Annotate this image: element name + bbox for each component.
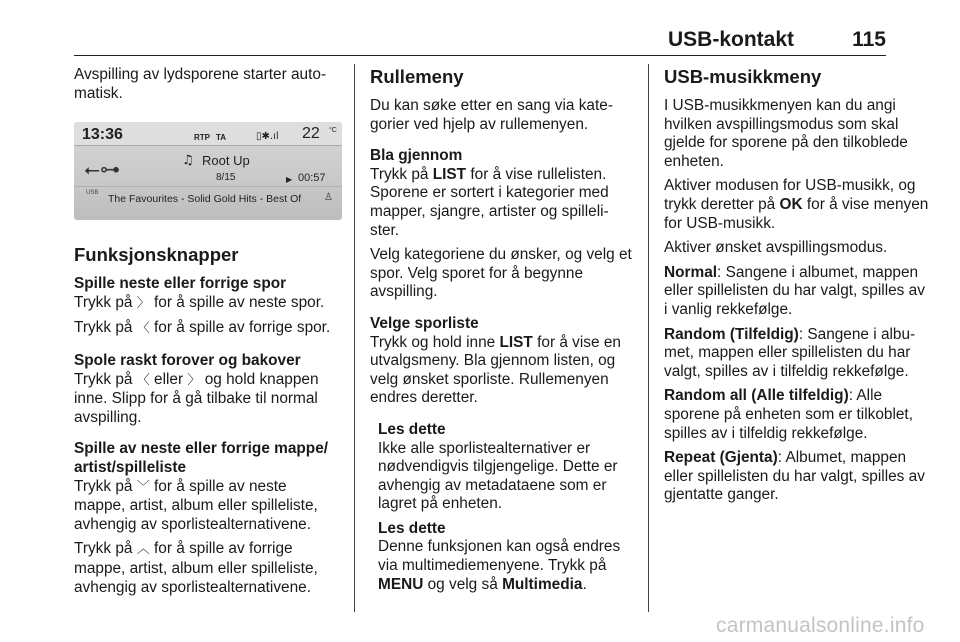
track-name: Root Up [202,153,250,169]
paragraph: Trykk på LIST for å vise rullelisten. Sporene er sortert i kategorier med mapper, sjangre, artister og spilleli- ster. [370,165,609,239]
note-box [378,520,634,594]
paragraph: Du kan søke etter en sang via kate- gorier ved hjelp av rullemenyen. [370,97,613,133]
paragraph: Trykk på 〉 for å spille av neste spor. [74,293,325,311]
display-clock: 13:36 [82,126,123,144]
paragraph: Random all (Alle tilfeldig): Alle sporene på enheten som er tilkoblet, spilles av i tilfeldig rekkefølge. [664,387,913,442]
paragraph: Trykk på 〈 for å spille av forrige spor. [74,319,331,337]
intro-text: Avspilling av lydsporene starter auto- matisk. [74,66,327,102]
chevron-left-icon: 〈 [136,321,150,337]
paragraph: Repeat (Gjenta): Albumet, mappen eller spillelisten du har valgt, spilles av gjentatte ganger. [664,449,925,504]
temperature-unit: °C [329,127,337,135]
track-metadata: The Favourites - Solid Gold Hits - Best Of [108,193,302,206]
paragraph: Aktiver ønsket avspillingsmodus. [664,239,888,257]
note-text: Ikke alle sporlistealternativer er nødvendigvis tilgjengelige. Dette er avhengig av metadataene som er lagret på enheten. [378,439,618,513]
term: Random (Tilfeldig) [664,325,799,343]
note-title: Les dette [378,420,446,438]
paragraph: Random (Tilfeldig): Sangene i albu- met, mappen eller spillelisten du har valgt, spilles av i tilfeldig rekkefølge. [664,325,916,380]
elapsed-time: 00:57 [298,172,326,185]
key-label: LIST [499,333,533,351]
key-label: MENU [378,575,424,593]
note-text: Denne funksjonen kan også endres via multimediemenyene. Trykk på MENU og velg så Multimedia. [378,538,621,593]
page-number: 115 [852,28,886,51]
note-box [378,421,634,514]
term: Normal [664,263,718,281]
section-heading: USB-musikkmeny [664,66,822,87]
play-icon: ▶ [286,175,293,185]
column-divider [648,64,649,612]
chevron-up-icon: ︿ [136,542,150,558]
paragraph: Velg kategoriene du ønsker, og velg et spor. Velg sporet for å begynne avspilling. [370,246,632,301]
paragraph: I USB-musikkmenyen kan du angi hvilken avspillingsmodus som skal gjelde for sporene på den tilkoblede enheten. [664,97,908,170]
usb-source-label: USB [86,190,99,197]
paragraph: Trykk på ﹀ for å spille av neste mappe, artist, album eller spilleliste, avhengig av sporlistealternativene. [74,477,318,533]
chevron-right-icon: 〉 [187,372,201,388]
display-temperature: 22 [302,125,320,143]
paragraph: Trykk på ︿ for å spille av forrige mappe, artist, album eller spilleliste, avhengig av sporlistealternativene. [74,540,318,596]
subheading: Velge sporliste [370,314,479,332]
paragraph: Trykk og hold inne LIST for å vise en utvalgsmeny. Bla gjennom listen, og velg ønsket sporliste. Rullemenyen endres deretter. [370,333,621,407]
column-3 [664,66,930,511]
key-label: Multimedia [502,575,583,593]
term: Random all (Alle tilfeldig) [664,387,849,405]
display-rtp: RTP [194,133,210,143]
radio-display-image [74,122,342,220]
note-title: Les dette [378,519,446,537]
column-divider [354,64,355,612]
chevron-right-icon: 〉 [136,295,150,311]
usb-icon: ⭠⊶ [84,157,120,182]
paragraph: Trykk på 〈 eller 〉 og hold knappen inne. Slipp for å gå tilbake til normal avspilling. [74,370,319,426]
column-2 [370,66,634,600]
subheading: Spille neste eller forrige spor [74,275,287,293]
display-divider [74,186,342,187]
chevron-left-icon: 〈 [136,372,150,388]
paragraph: Normal: Sangene i albumet, mappen eller spillelisten du har valgt, spilles av i vanlig rekkefølge. [664,263,925,318]
subheading: Spille av neste eller forrige mappe/ artist/spilleliste [74,440,329,476]
chevron-down-icon: ﹀ [136,479,150,495]
page-header [74,26,886,56]
column-1 [74,66,342,603]
artist-icon: ♙ [324,192,333,204]
section-title: USB-kontakt [667,28,794,51]
subheading: Bla gjennom [370,147,463,165]
key-label: LIST [432,165,467,183]
term: Repeat (Gjenta) [664,449,778,467]
watermark: carmanualsonline.info [716,614,925,637]
track-number: 8/15 [216,172,236,184]
display-ta: TA [216,133,227,143]
phone-signal-icon: ▯✱.ıl [256,131,279,143]
section-heading: Rullemeny [370,66,464,87]
key-label: OK [779,195,803,213]
paragraph: Aktiver modusen for USB-musikk, og trykk deretter på OK for å vise menyen for USB-musikk. [664,177,929,232]
music-note-icon: ♫ [182,153,194,169]
section-heading: Funksjonsknapper [74,244,239,266]
subheading: Spole raskt forover og bakover [74,351,301,369]
